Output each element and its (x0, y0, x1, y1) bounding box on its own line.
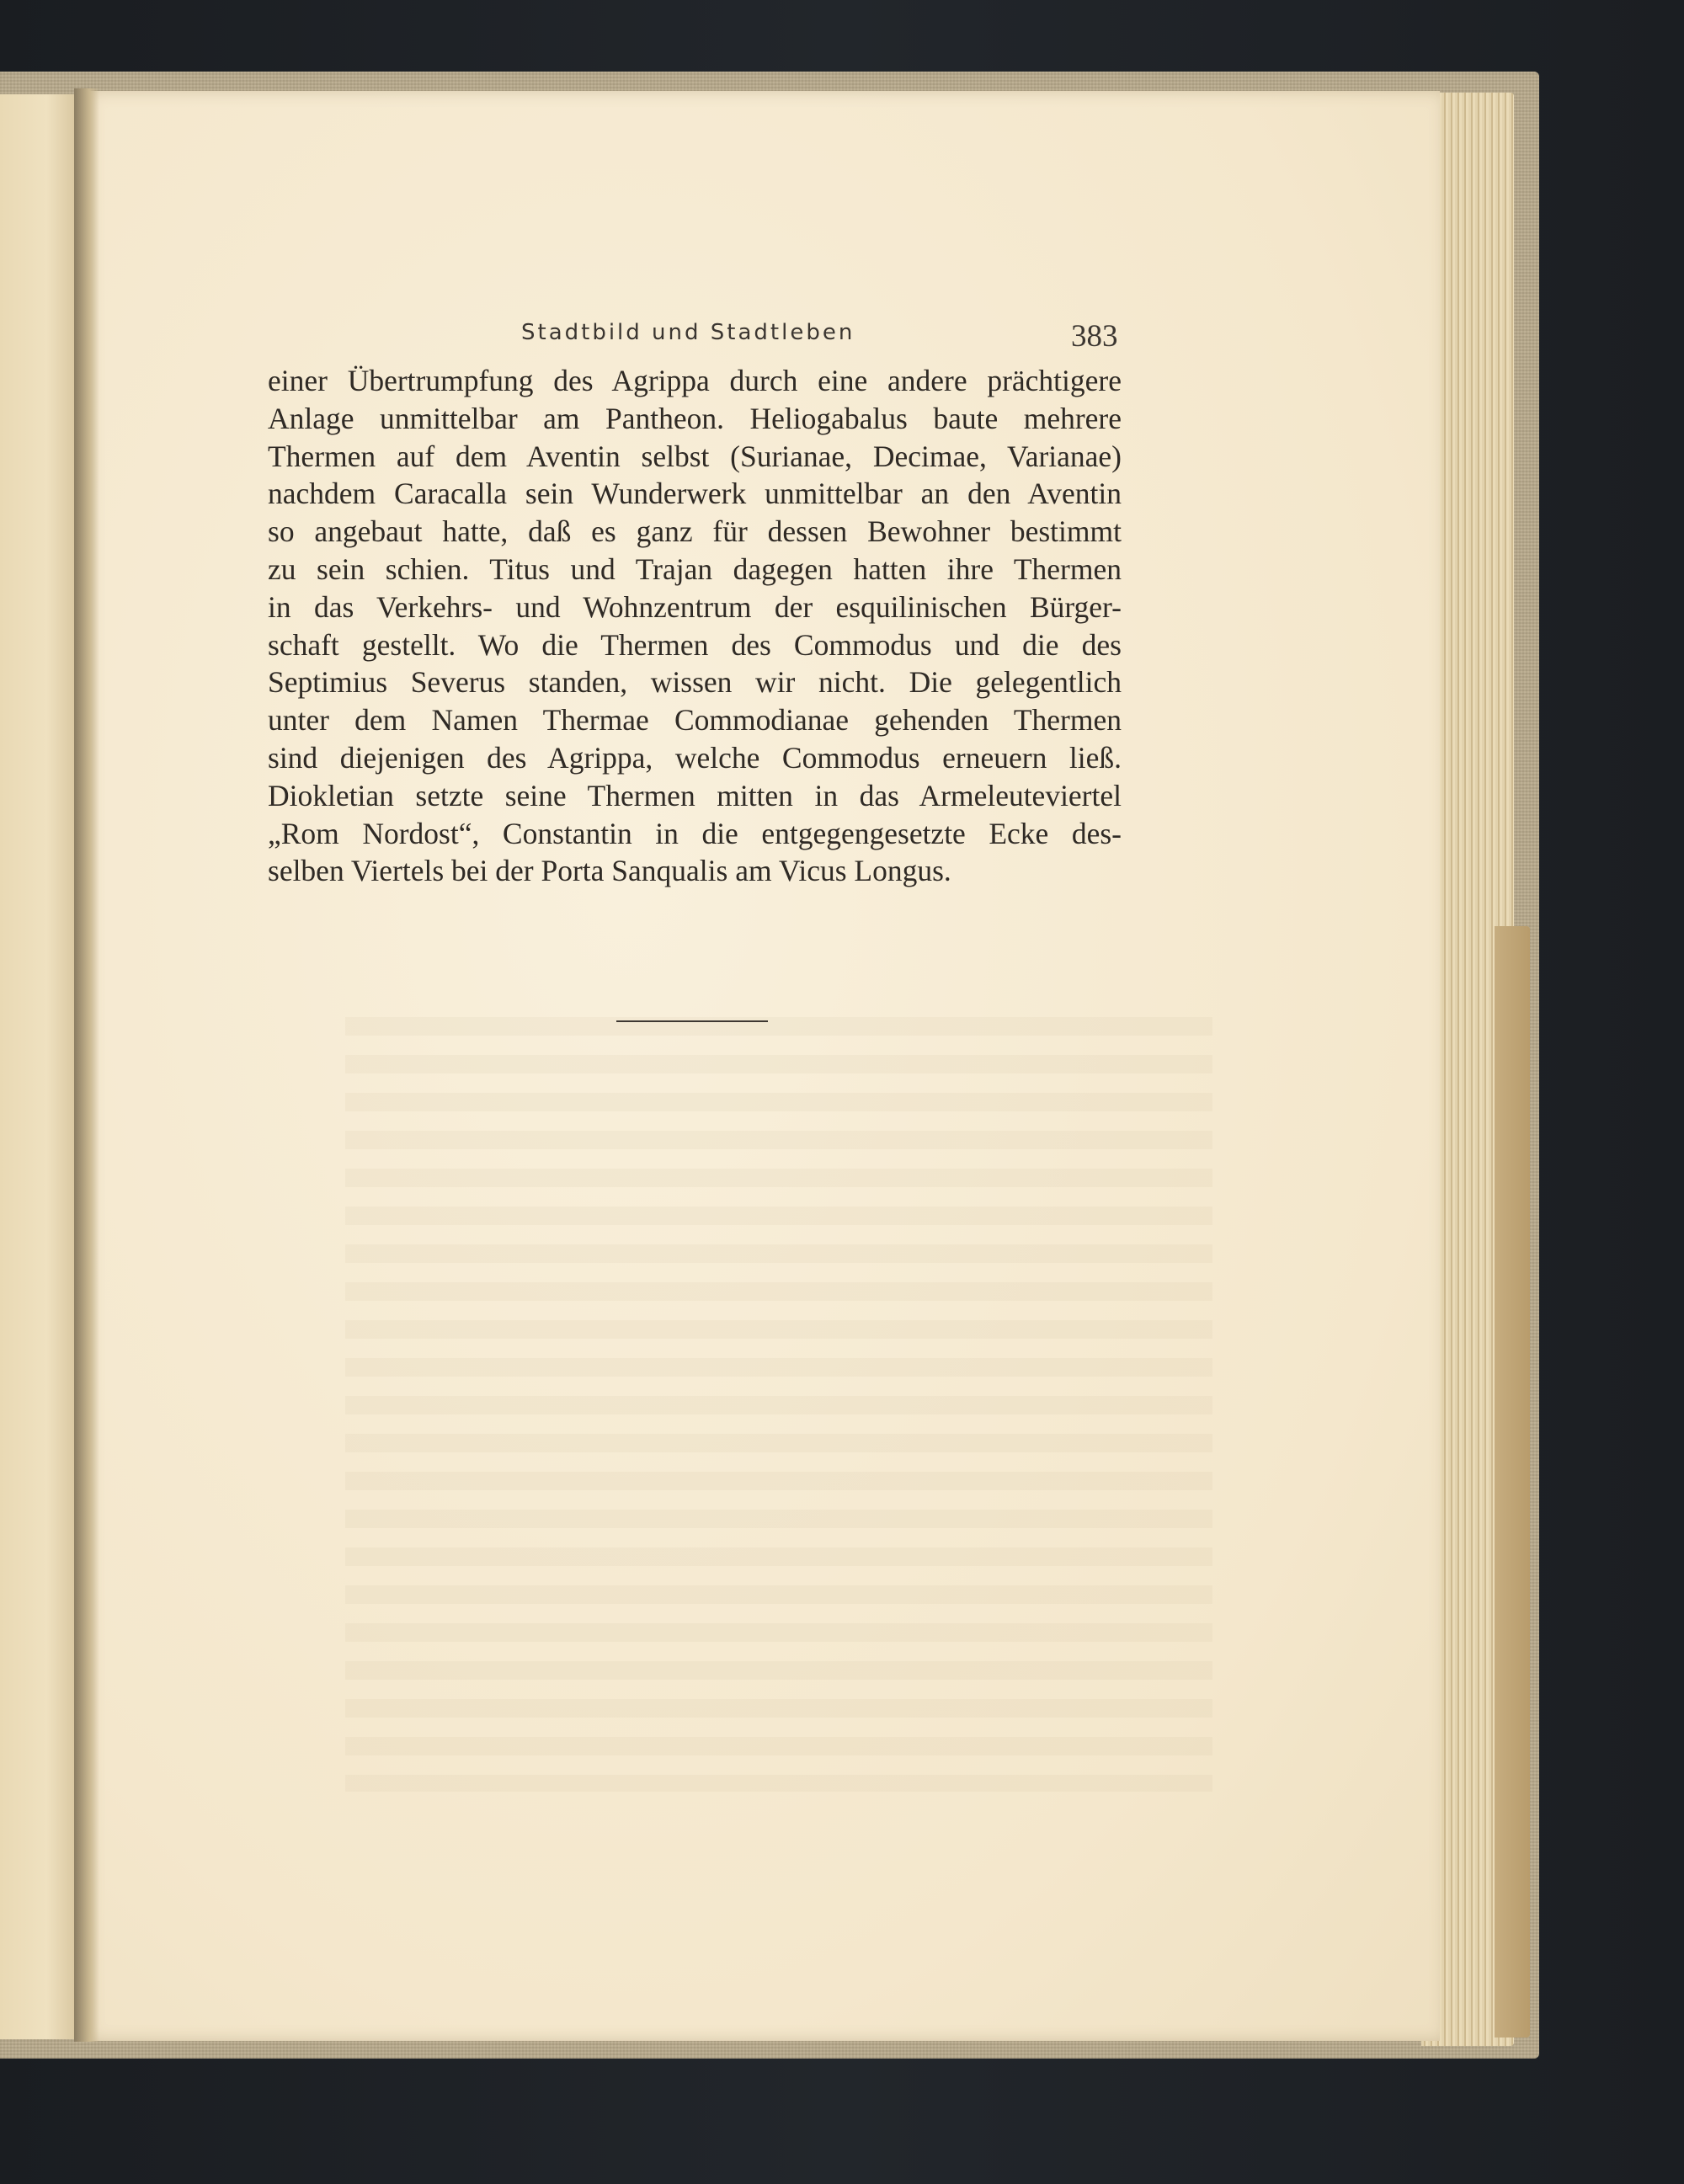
page-number: 383 (1071, 319, 1118, 354)
text-line: einer Übertrumpfung des Agrippa durch eine andere prächtigere (268, 364, 1122, 397)
text-line: zu sein schien. Titus und Trajan dagegen hatten ihre Thermen (268, 551, 1122, 586)
text-line: Diokletian setzte seine Thermen mitten in das Armeleuteviertel (268, 778, 1122, 812)
left-page-edge (0, 94, 77, 2039)
text-line: sind diejenigen des Agrippa, welche Commodus erneuern ließ. (268, 740, 1122, 775)
text-line: Septimius Severus standen, wissen wir nicht. Die gelegentlich (268, 665, 1122, 700)
body-paragraph (268, 362, 1122, 890)
show-through-text (345, 1017, 1212, 1792)
text-line: so angebaut hatte, daß es ganz für dessen Bewohner bestimmt (268, 514, 1122, 549)
text-line: Thermen auf dem Aventin selbst (Surianae, Decimae, Varianae) (268, 439, 1122, 473)
text-line: Anlage unmittelbar am Pantheon. Heliogabalus baute mehrere (268, 401, 1122, 435)
page-stack-lower-edge (1495, 926, 1530, 2038)
text-line: „Rom Nordost“, Constantin in die entgegengesetzte Ecke des- (268, 816, 1122, 850)
text-line: unter dem Namen Thermae Commodianae gehenden Thermen (268, 703, 1122, 738)
text-line: in das Verkehrs- und Wohnzentrum der esquilinischen Bürger- (268, 589, 1122, 624)
text-line: schaft gestellt. Wo die Thermen des Commodus und die des (268, 627, 1122, 662)
gutter-shadow (74, 88, 99, 2042)
text-line: selben Viertels bei der Porta Sanqualis am Vicus Longus. (268, 854, 951, 888)
running-head: Stadtbild und Stadtleben (521, 320, 855, 345)
text-line: nachdem Caracalla sein Wunderwerk unmittelbar an den Aventin (268, 477, 1122, 511)
end-rule (616, 1020, 768, 1022)
